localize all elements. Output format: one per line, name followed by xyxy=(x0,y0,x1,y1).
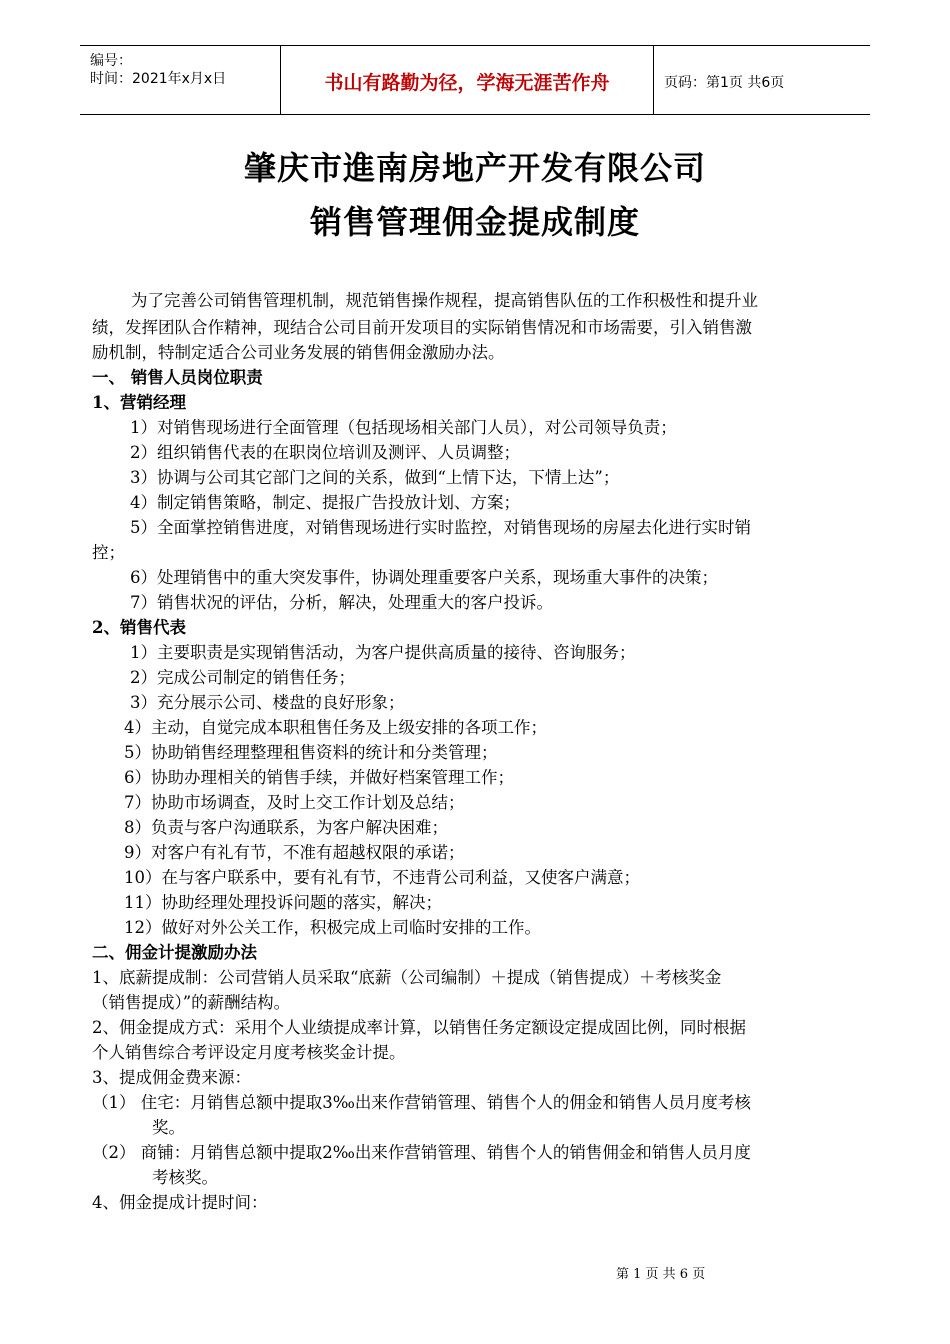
page-header xyxy=(80,45,870,115)
list-item: 6）处理销售中的重大突发事件，协调处理重要客户关系，现场重大事件的决策； xyxy=(130,568,718,587)
list-item: 3）协调与公司其它部门之间的关系，做到“上情下达，下情上达”； xyxy=(130,468,620,487)
list-item: 6）协助办理相关的销售手续，并做好档案管理工作； xyxy=(124,768,514,787)
list-item: 1）对销售现场进行全面管理（包括现场相关部门人员），对公司领导负责； xyxy=(130,418,677,437)
list-item: 4）主动，自觉完成本职租售任务及上级安排的各项工作； xyxy=(124,718,547,737)
header-meta-cell xyxy=(80,46,281,114)
list-item-continuation: 考核奖。 xyxy=(152,1168,218,1187)
paragraph-line: 2、佣金提成方式：采用个人业绩提成率计算，以销售任务定额设定提成固比例，同时根据 xyxy=(92,1018,746,1037)
paragraph-line: 个人销售综合考评设定月度考核奖金计提。 xyxy=(92,1043,406,1062)
page-footer: 第 1 页 共 6 页 xyxy=(616,1267,706,1282)
list-item: 2）组织销售代表的在职岗位培训及测评、人员调整； xyxy=(130,443,520,462)
list-item: 10）在与客户联系中，要有礼有节，不违背公司利益，又使客户满意； xyxy=(124,868,640,887)
paragraph-line: 1、底薪提成制：公司营销人员采取“底薪（公司编制）＋提成（销售提成）＋考核奖金 xyxy=(92,968,722,987)
page-info: 页码：第1页 共6页 xyxy=(664,75,785,91)
section-heading: 二、佣金计提激励办法 xyxy=(92,943,257,962)
doc-title-line2: 销售管理佣金提成制度 xyxy=(309,203,640,241)
list-item: 11）协助经理处理投诉问题的落实，解决； xyxy=(124,893,442,912)
list-item-continuation: 控； xyxy=(92,543,125,562)
motto: 书山有路勤为径，学海无涯苦作舟 xyxy=(324,72,610,94)
intro-line: 绩，发挥团队合作精神，现结合公司目前开发项目的实际销售情况和市场需要，引入销售激 xyxy=(92,318,752,337)
list-item: 2）完成公司制定的销售任务； xyxy=(130,668,355,687)
list-item: （2） 商铺：月销售总额中提取2‰出来作营销管理、销售个人的销售佣金和销售人员月度 xyxy=(92,1143,751,1162)
list-item: 1）主要职责是实现销售活动，为客户提供高质量的接待、咨询服务； xyxy=(130,643,636,662)
intro-line: 励机制，特制定适合公司业务发展的销售佣金激励办法。 xyxy=(92,343,505,362)
list-item: 7）销售状况的评估，分析，解决，处理重大的客户投诉。 xyxy=(130,593,553,612)
list-item: 9）对客户有礼有节，不准有超越权限的承诺； xyxy=(124,843,465,862)
paragraph-line: 3、提成佣金费来源： xyxy=(92,1068,251,1087)
list-item: 8）负责与客户沟通联系，为客户解决困难； xyxy=(124,818,448,837)
subsection-heading: 2、销售代表 xyxy=(92,618,186,637)
list-item: 7）协助市场调查，及时上交工作计划及总结； xyxy=(124,793,465,812)
section-heading: 一、 销售人员岗位职责 xyxy=(92,368,263,387)
list-item: 4）制定销售策略，制定、提报广告投放计划、方案； xyxy=(130,493,520,512)
list-item: 12）做好对外公关工作，积极完成上司临时安排的工作。 xyxy=(124,918,541,937)
list-item: （1） 住宅：月销售总额中提取3‰出来作营销管理、销售个人的佣金和销售人员月度考核 xyxy=(92,1093,751,1112)
list-item: 5）协助销售经理整理租售资料的统计和分类管理； xyxy=(124,743,498,762)
list-item-continuation: 奖。 xyxy=(152,1118,185,1137)
intro-line: 为了完善公司销售管理机制，规范销售操作规程，提高销售队伍的工作积极性和提升业 xyxy=(131,291,758,310)
time-label: 时间：2021年x月x日 xyxy=(90,71,227,87)
header-motto-cell xyxy=(281,46,654,114)
list-item: 3）充分展示公司、楼盘的良好形象； xyxy=(130,693,405,712)
paragraph-line: （销售提成）”的薪酬结构。 xyxy=(92,993,291,1012)
code-label: 编号： xyxy=(90,53,132,69)
subsection-heading: 1、营销经理 xyxy=(92,393,186,412)
doc-title-line1: 肇庆市進南房地产开发有限公司 xyxy=(243,149,706,187)
header-page-cell xyxy=(654,46,870,114)
paragraph-line: 4、佣金提成计提时间： xyxy=(92,1193,268,1212)
list-item: 5）全面掌控销售进度，对销售现场进行实时监控，对销售现场的房屋去化进行实时销 xyxy=(130,518,751,537)
